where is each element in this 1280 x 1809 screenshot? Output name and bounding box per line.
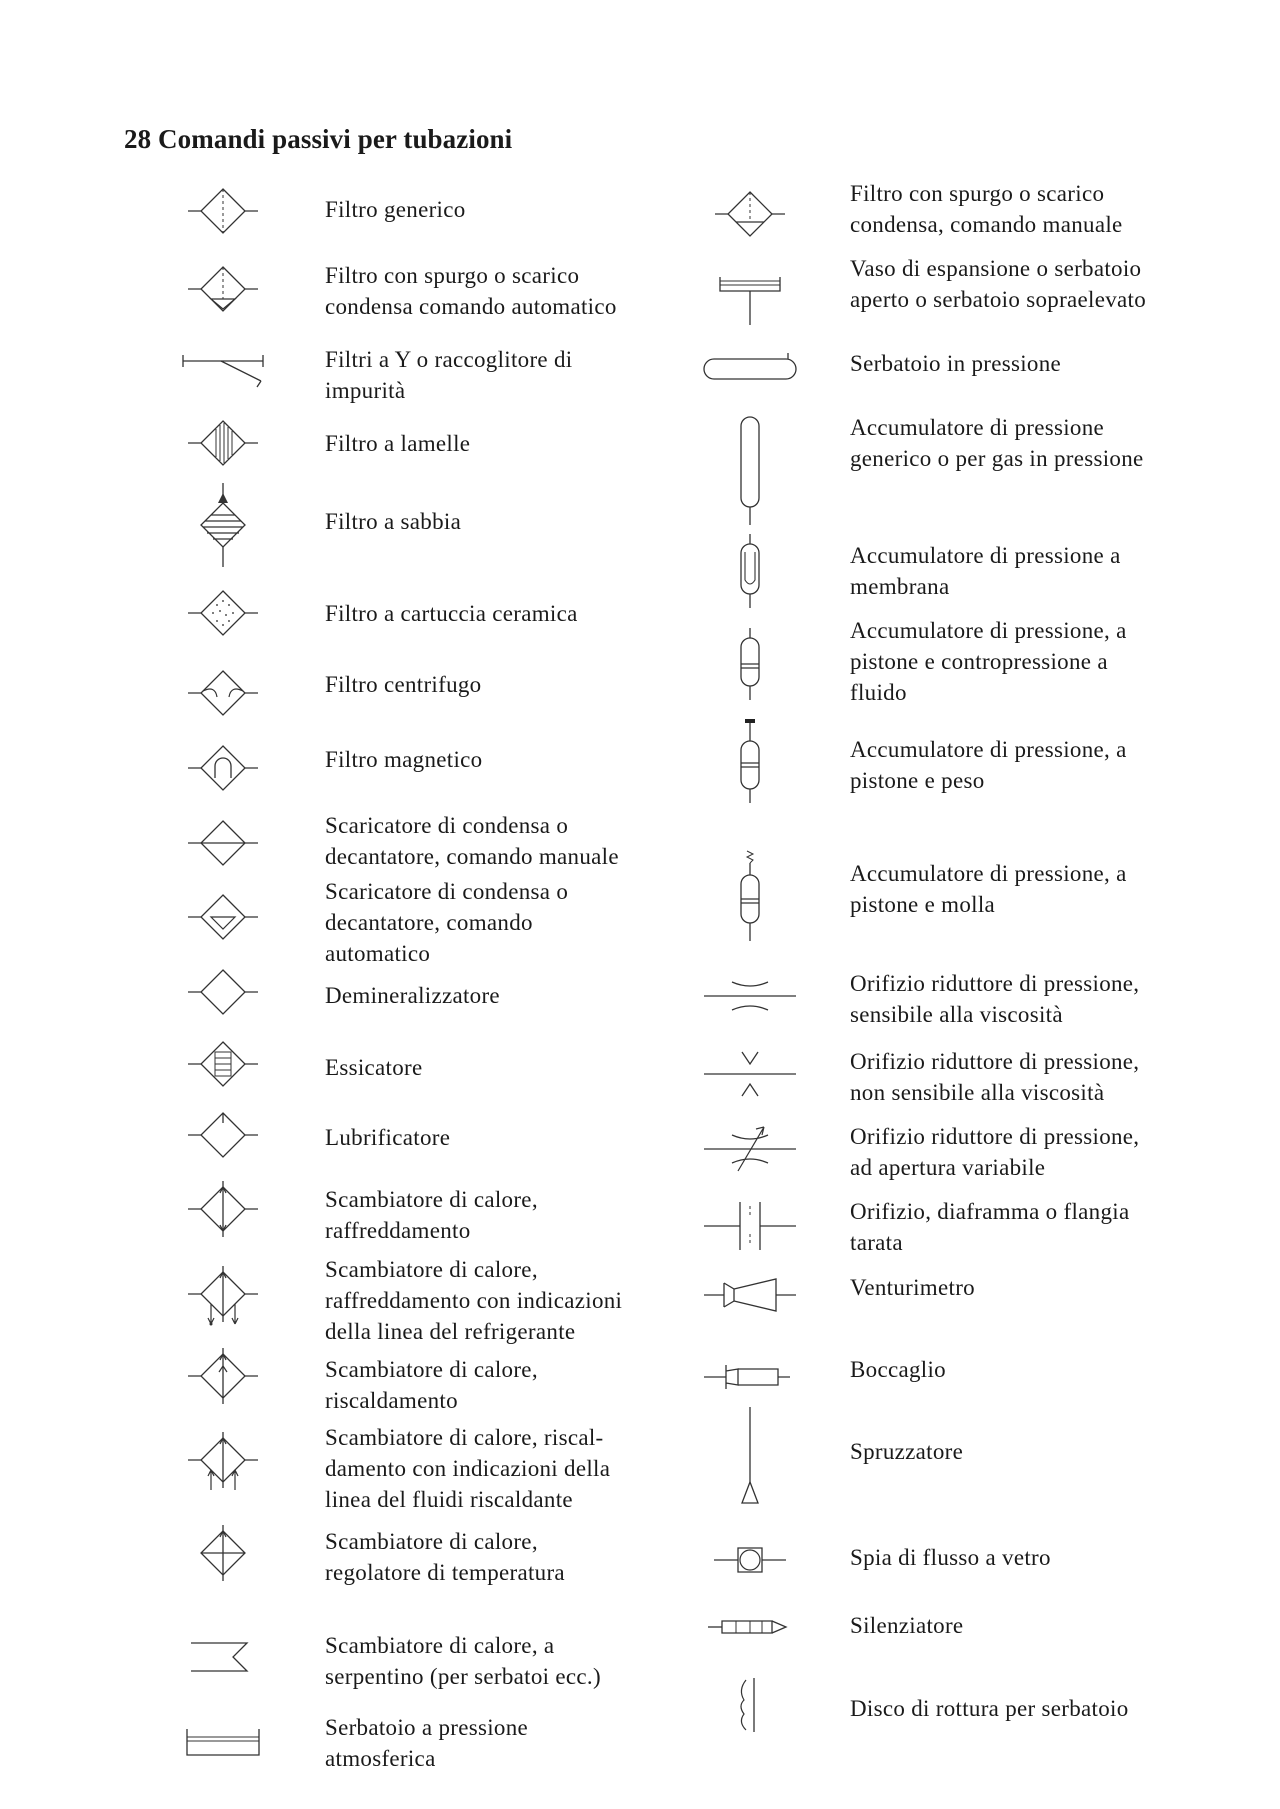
rupture-disc-icon [695, 1651, 805, 1761]
label-filtro-lamelle: Filtro a lamelle [325, 431, 471, 456]
label-scaricatore-manuale: Scaricatore di condensa o decantatore, comando manuale [325, 813, 619, 869]
piston-spring-accumulator-icon [695, 844, 805, 954]
piston-weight-accumulator-icon [695, 710, 805, 820]
label-boccaglio: Boccaglio [850, 1357, 946, 1382]
label-filtro-spurgo-manuale: Filtro con spurgo o scarico condensa, comando manuale [850, 181, 1123, 237]
label-accumulatore-generico: Accumulatore di pressione generico o per gas in pressione [850, 415, 1144, 471]
gas-accumulator-icon [695, 410, 805, 520]
label-accumulatore-peso: Accumulatore di pressione, a pistone e peso [850, 737, 1127, 793]
label-filtri-y: Filtri a Y o raccoglitore di impurità [325, 347, 573, 403]
section-title: 28 Comandi passivi per tubazioni [124, 124, 513, 154]
label-scambiatore-refrigerante: Scambiatore di calore, raffreddamento con indicazioni della linea del refrigerante [325, 1257, 623, 1344]
label-orifizio-non-viscosita: Orifizio riduttore di pressione, non sensibile alla viscosità [850, 1049, 1140, 1105]
label-spruzzatore: Spruzzatore [850, 1439, 964, 1464]
label-filtro-generico: Filtro generico [325, 197, 466, 222]
label-spia-flusso: Spia di flusso a vetro [850, 1545, 1051, 1570]
label-essicatore: Essicatore [325, 1055, 423, 1080]
sprayer-icon [695, 1402, 805, 1512]
label-scambiatore-serpentino: Scambiatore di calore, a serpentino (per serbatoi ecc.) [325, 1633, 601, 1689]
label-silenziatore: Silenziatore [850, 1613, 964, 1638]
label-accumulatore-membrana: Accumulatore di pressione a membrana [850, 543, 1121, 599]
label-filtro-spurgo-automatico: Filtro con spurgo o scarico condensa comando automatico [325, 263, 617, 319]
label-filtro-sabbia: Filtro a sabbia [325, 509, 462, 534]
label-orifizio-diaframma: Orifizio, diaframma o flangia tarata [850, 1199, 1130, 1255]
label-serbatoio-pressione: Serbatoio in pressione [850, 351, 1062, 376]
label-demineralizzatore: Demineralizzatore [325, 983, 500, 1008]
label-accumulatore-molla: Accumulatore di pressione, a pistone e molla [850, 861, 1127, 917]
temperature-regulator-icon [168, 1498, 278, 1608]
atmospheric-tank-icon [168, 1688, 278, 1798]
label-scaricatore-automatico: Scaricatore di condensa o decantatore, comando automatico [325, 879, 569, 966]
label-filtro-centrifugo: Filtro centrifugo [325, 672, 482, 697]
label-orifizio-viscosita: Orifizio riduttore di pressione, sensibile alla viscosità [850, 971, 1140, 1027]
label-venturimetro: Venturimetro [850, 1275, 975, 1300]
label-lubrificatore: Lubrificatore [325, 1125, 451, 1150]
label-disco-rottura: Disco di rottura per serbatoio [850, 1696, 1129, 1721]
label-filtro-cartuccia: Filtro a cartuccia ceramica [325, 601, 578, 626]
label-scambiatore-temperatura: Scambiatore di calore, regolatore di temperatura [325, 1529, 565, 1585]
label-scambiatore-raffreddamento: Scambiatore di calore, raffreddamento [325, 1187, 538, 1243]
label-scambiatore-riscaldamento: Scambiatore di calore, riscaldamento [325, 1357, 538, 1413]
label-accumulatore-fluido: Accumulatore di pressione, a pistone e contropressione a fluido [850, 618, 1127, 705]
pressure-tank-icon [695, 312, 805, 422]
label-filtro-magnetico: Filtro magnetico [325, 747, 483, 772]
label-orifizio-variabile: Orifizio riduttore di pressione, ad apertura variabile [850, 1124, 1140, 1180]
label-serbatoio-atmosferica: Serbatoio a pressione atmosferica [325, 1715, 529, 1771]
piston-fluid-accumulator-icon [695, 607, 805, 717]
label-scambiatore-fluido: Scambiatore di calore, riscal- damento con indicazioni della linea del fluidi riscaldante [325, 1425, 611, 1512]
label-vaso-espansione: Vaso di espansione o serbatoio aperto o serbatoio sopraelevato [850, 256, 1147, 312]
